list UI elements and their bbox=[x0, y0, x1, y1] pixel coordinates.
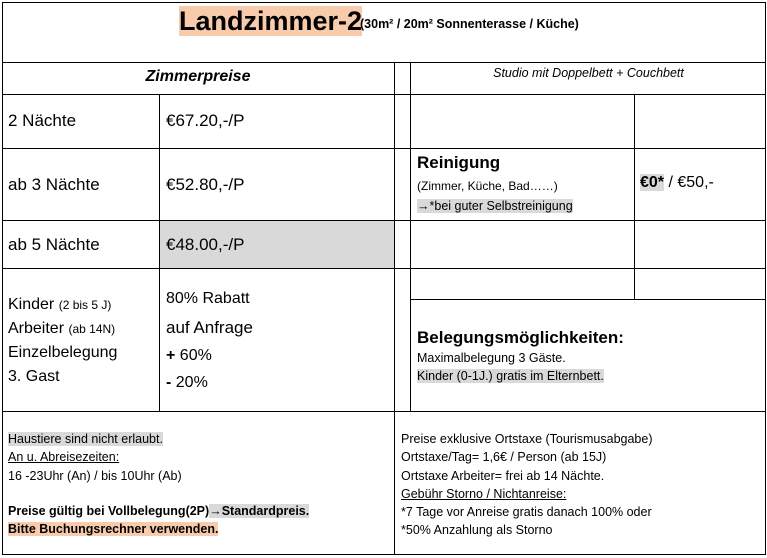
studio-caption: Studio mit Doppelbett + Couchbett bbox=[493, 66, 684, 80]
cleaning-price-regular: / €50,- bbox=[664, 174, 714, 191]
gast-value: 20% bbox=[171, 374, 208, 391]
nights-label: 2 Nächte bbox=[8, 111, 77, 130]
arrow-icon: → bbox=[417, 199, 430, 213]
nights-price: €67.20,-/P bbox=[166, 111, 245, 130]
cleaning-price-free: €0* bbox=[640, 174, 665, 191]
kinder-label: Kinder bbox=[8, 296, 55, 313]
occupancy-title: Belegungsmöglichkeiten: bbox=[417, 328, 624, 347]
arbeiter-row bbox=[8, 320, 115, 338]
occupancy-kids: Kinder (0-1J.) gratis im Elternbett. bbox=[417, 369, 604, 383]
occupancy-max: Maximalbelegung 3 Gäste. bbox=[417, 351, 566, 365]
storno-line: *50% Anzahlung als Storno bbox=[401, 523, 553, 537]
tax-line: Preise exklusive Ortstaxe (Tourismusabgabe) bbox=[401, 432, 653, 446]
calculator-note: Bitte Buchungsrechner verwenden. bbox=[8, 522, 219, 536]
arrow-icon: → bbox=[209, 504, 222, 518]
times-heading: An u. Abreisezeiten: bbox=[8, 450, 120, 464]
divider bbox=[2, 411, 766, 412]
cleaning-title: Reinigung bbox=[417, 153, 501, 172]
arbeiter-value: auf Anfrage bbox=[166, 318, 253, 337]
gast-value-row bbox=[166, 374, 208, 392]
einzel-value-row bbox=[166, 347, 212, 365]
validity-suffix: Standardpreis. bbox=[221, 504, 310, 518]
nights-price: €52.80,-/P bbox=[166, 175, 245, 194]
kinder-value: 80% Rabatt bbox=[166, 290, 250, 307]
divider bbox=[2, 62, 766, 63]
divider bbox=[634, 94, 635, 300]
kinder-note: (2 bis 5 J) bbox=[58, 298, 112, 312]
cleaning-price bbox=[640, 174, 714, 192]
prices-heading: Zimmerpreise bbox=[145, 68, 251, 85]
storno-line: *7 Tage vor Anreise gratis danach 100% oder bbox=[401, 505, 652, 519]
einzel-value: 60% bbox=[175, 347, 212, 364]
divider bbox=[2, 148, 766, 149]
divider bbox=[410, 62, 411, 412]
plus-sign: + bbox=[166, 347, 176, 364]
divider bbox=[2, 220, 766, 221]
nights-label: ab 5 Nächte bbox=[8, 235, 100, 254]
minus-sign: - bbox=[166, 374, 172, 391]
divider bbox=[394, 62, 395, 555]
page-subtitle: (30m² / 20m² Sonnenterasse / Küche) bbox=[360, 17, 579, 31]
tax-line: Ortstaxe Arbeiter= frei ab 14 Nächte. bbox=[401, 469, 605, 483]
cleaning-detail: (Zimmer, Küche, Bad……) bbox=[417, 179, 558, 193]
border-top bbox=[2, 2, 766, 3]
divider bbox=[159, 94, 160, 412]
validity-row bbox=[8, 504, 309, 518]
arbeiter-note: (ab 14N) bbox=[68, 322, 116, 336]
border-right bbox=[765, 2, 766, 555]
pets-note: Haustiere sind nicht erlaubt. bbox=[8, 432, 163, 446]
border-bottom bbox=[2, 554, 766, 555]
times-value: 16 -23Uhr (An) / bis 10Uhr (Ab) bbox=[8, 469, 182, 483]
einzel-label: Einzelbelegung bbox=[8, 344, 118, 361]
divider bbox=[2, 94, 766, 95]
divider bbox=[410, 299, 766, 300]
page-title: Landzimmer-2 bbox=[179, 6, 363, 36]
storno-heading: Gebühr Storno / Nichtanreise: bbox=[401, 487, 567, 501]
arbeiter-label: Arbeiter bbox=[8, 320, 65, 337]
validity-prefix: Preise gültig bei Vollbelegung(2P) bbox=[8, 504, 210, 518]
gast-label: 3. Gast bbox=[8, 368, 60, 385]
cleaning-note: *bei guter Selbstreinigung bbox=[429, 199, 573, 213]
kinder-row bbox=[8, 296, 111, 314]
divider bbox=[2, 268, 766, 269]
nights-label: ab 3 Nächte bbox=[8, 175, 100, 194]
cleaning-note-row bbox=[417, 199, 573, 213]
tax-line: Ortstaxe/Tag= 1,6€ / Person (ab 15J) bbox=[401, 450, 607, 464]
nights-price: €48.00,-/P bbox=[166, 235, 245, 254]
